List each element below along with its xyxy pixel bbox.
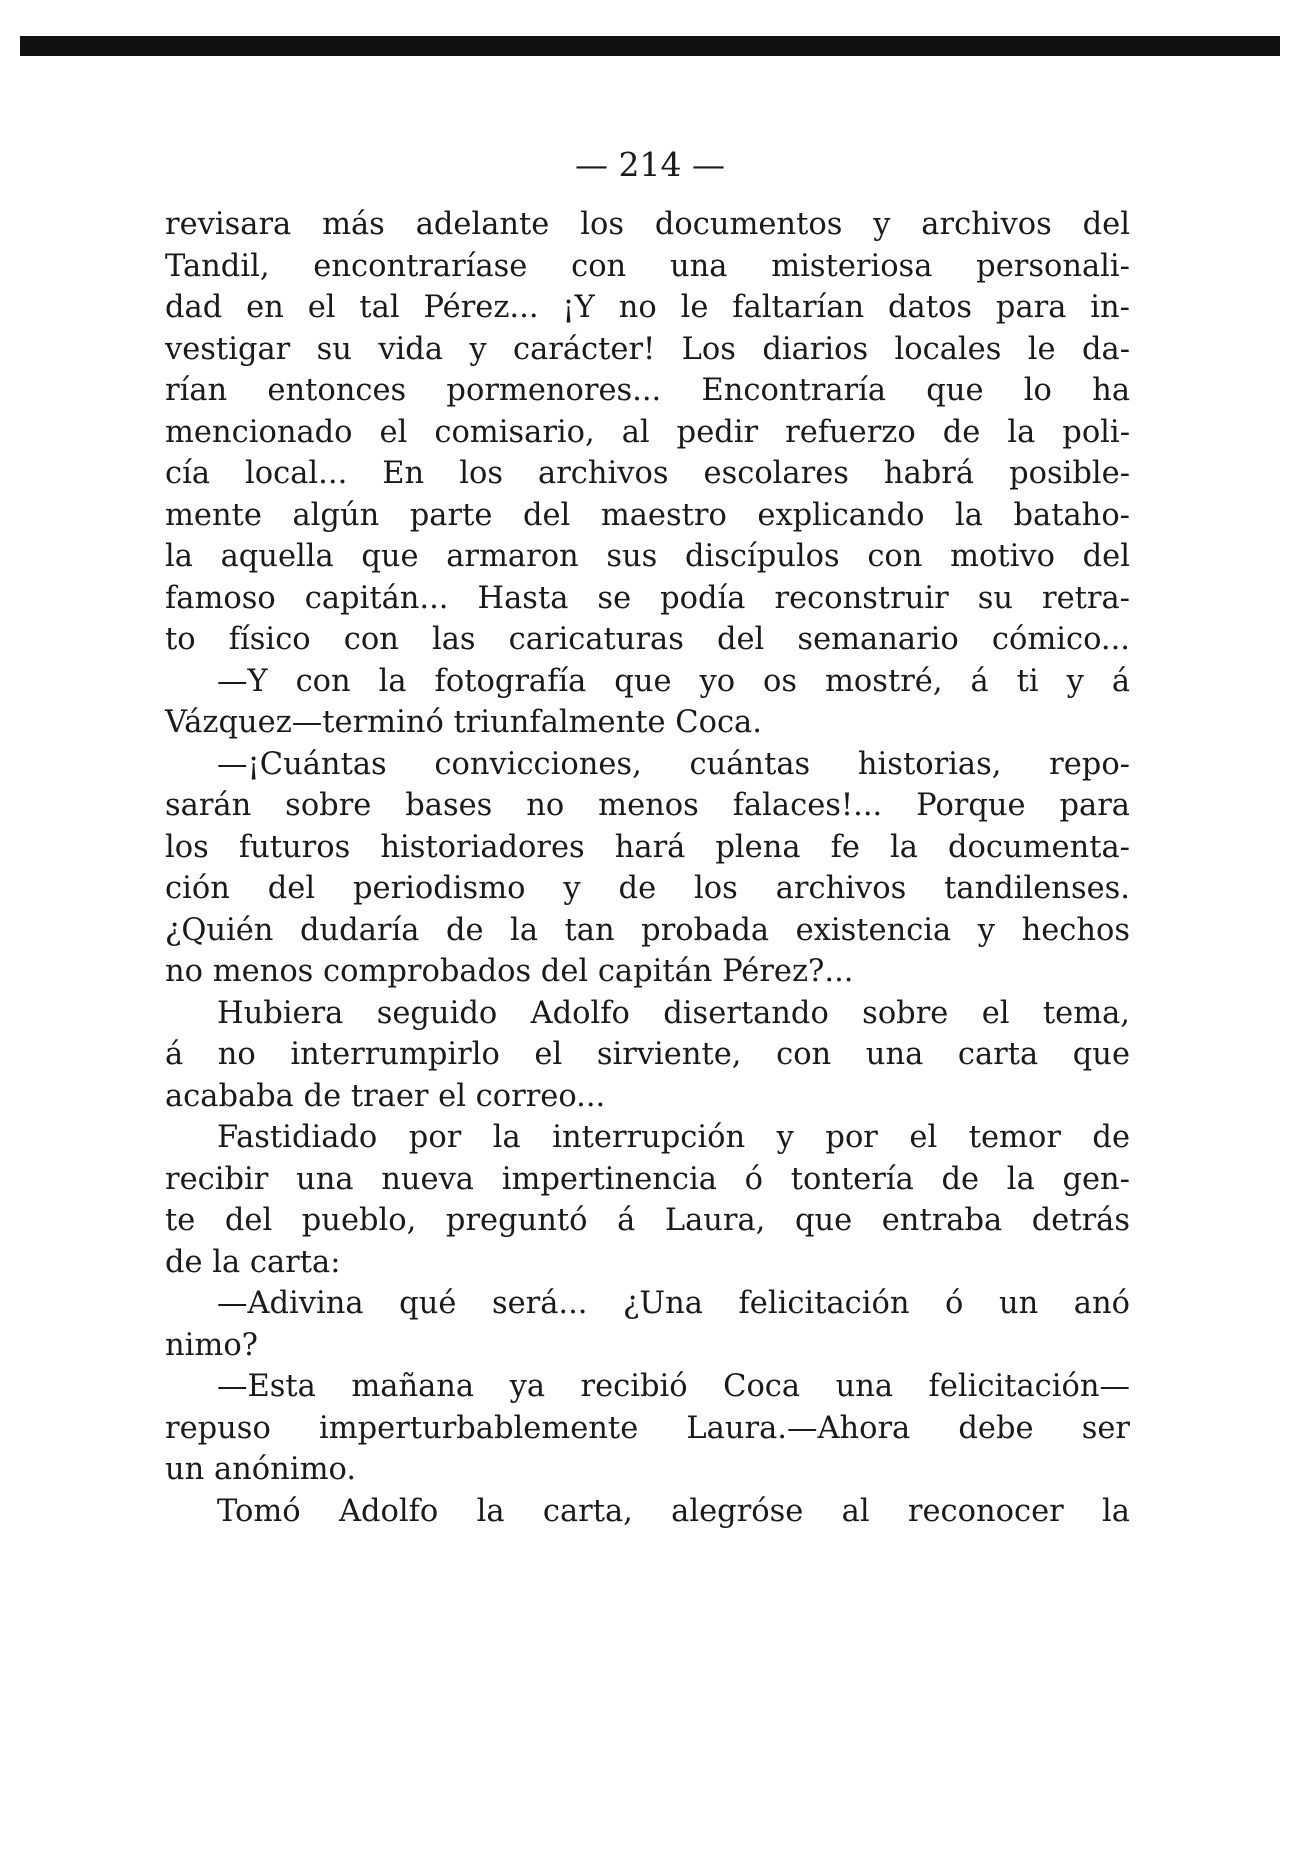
text-line: vestigar su vida y carácter! Los diarios locales le da-: [165, 331, 1130, 367]
text-line: un anónimo.: [165, 1452, 357, 1487]
text-line: —Y con la fotografía que yo os mostré, á ti y á: [217, 663, 1130, 699]
text-line: la aquella que armaron sus discípulos con motivo del: [165, 539, 1130, 574]
text-line: repuso imperturbablemente Laura.—Ahora debe ser: [165, 1410, 1130, 1446]
body-text: [165, 204, 1130, 1532]
text-line: famoso capitán... Hasta se podía reconstruir su retra-: [165, 580, 1130, 616]
text-line: ¿Quién dudaría de la tan probada existencia y hechos: [165, 912, 1130, 948]
text-line: to físico con las caricaturas del semanario cómico...: [165, 622, 1130, 657]
text-line: á no interrumpirlo el sirviente, con una carta que: [165, 1037, 1130, 1072]
text-line: sarán sobre bases no menos falaces!... Porque para: [165, 788, 1130, 823]
text-line: Tomó Adolfo la carta, alegróse al reconocer la: [217, 1493, 1130, 1529]
text-line: Fastidiado por la interrupción y por el temor de: [217, 1120, 1130, 1155]
text-line: —Esta mañana ya recibió Coca una felicitación—: [217, 1369, 1130, 1404]
text-line: acababa de traer el correo...: [165, 1078, 606, 1114]
text-line: mencionado el comisario, al pedir refuerzo de la poli-: [165, 414, 1130, 450]
text-line: Tandil, encontraríase con una misteriosa personali-: [165, 248, 1130, 284]
text-line: ción del periodismo y de los archivos tandilenses.: [165, 871, 1130, 906]
text-line: —Adivina qué será... ¿Una felicitación ó un anó: [217, 1286, 1130, 1321]
text-line: mente algún parte del maestro explicando la bataho-: [165, 497, 1130, 533]
top-border-rule: [20, 36, 1280, 56]
text-line: te del pueblo, preguntó á Laura, que entraba detrás: [165, 1203, 1130, 1238]
text-line: rían entonces pormenores... Encontraría que lo ha: [165, 373, 1130, 408]
text-line: Vázquez—terminó triunfalmente Coca.: [165, 705, 762, 740]
text-line: los futuros historiadores hará plena fe la documenta-: [165, 829, 1130, 865]
text-line: cía local... En los archivos escolares habrá posible-: [165, 456, 1130, 491]
text-line: —¡Cuántas convicciones, cuántas historias, repo-: [217, 746, 1130, 782]
text-line: recibir una nueva impertinencia ó tontería de la gen-: [165, 1161, 1130, 1197]
text-line: de la carta:: [165, 1244, 341, 1280]
text-line: no menos comprobados del capitán Pérez?...: [165, 954, 854, 989]
page-number: — 214 —: [575, 145, 725, 184]
text-line: nimo?: [165, 1327, 259, 1363]
text-line: revisara más adelante los documentos y archivos del: [165, 207, 1130, 242]
text-line: dad en el tal Pérez... ¡Y no le faltarían datos para in-: [165, 290, 1130, 325]
text-line: Hubiera seguido Adolfo disertando sobre el tema,: [217, 995, 1130, 1031]
